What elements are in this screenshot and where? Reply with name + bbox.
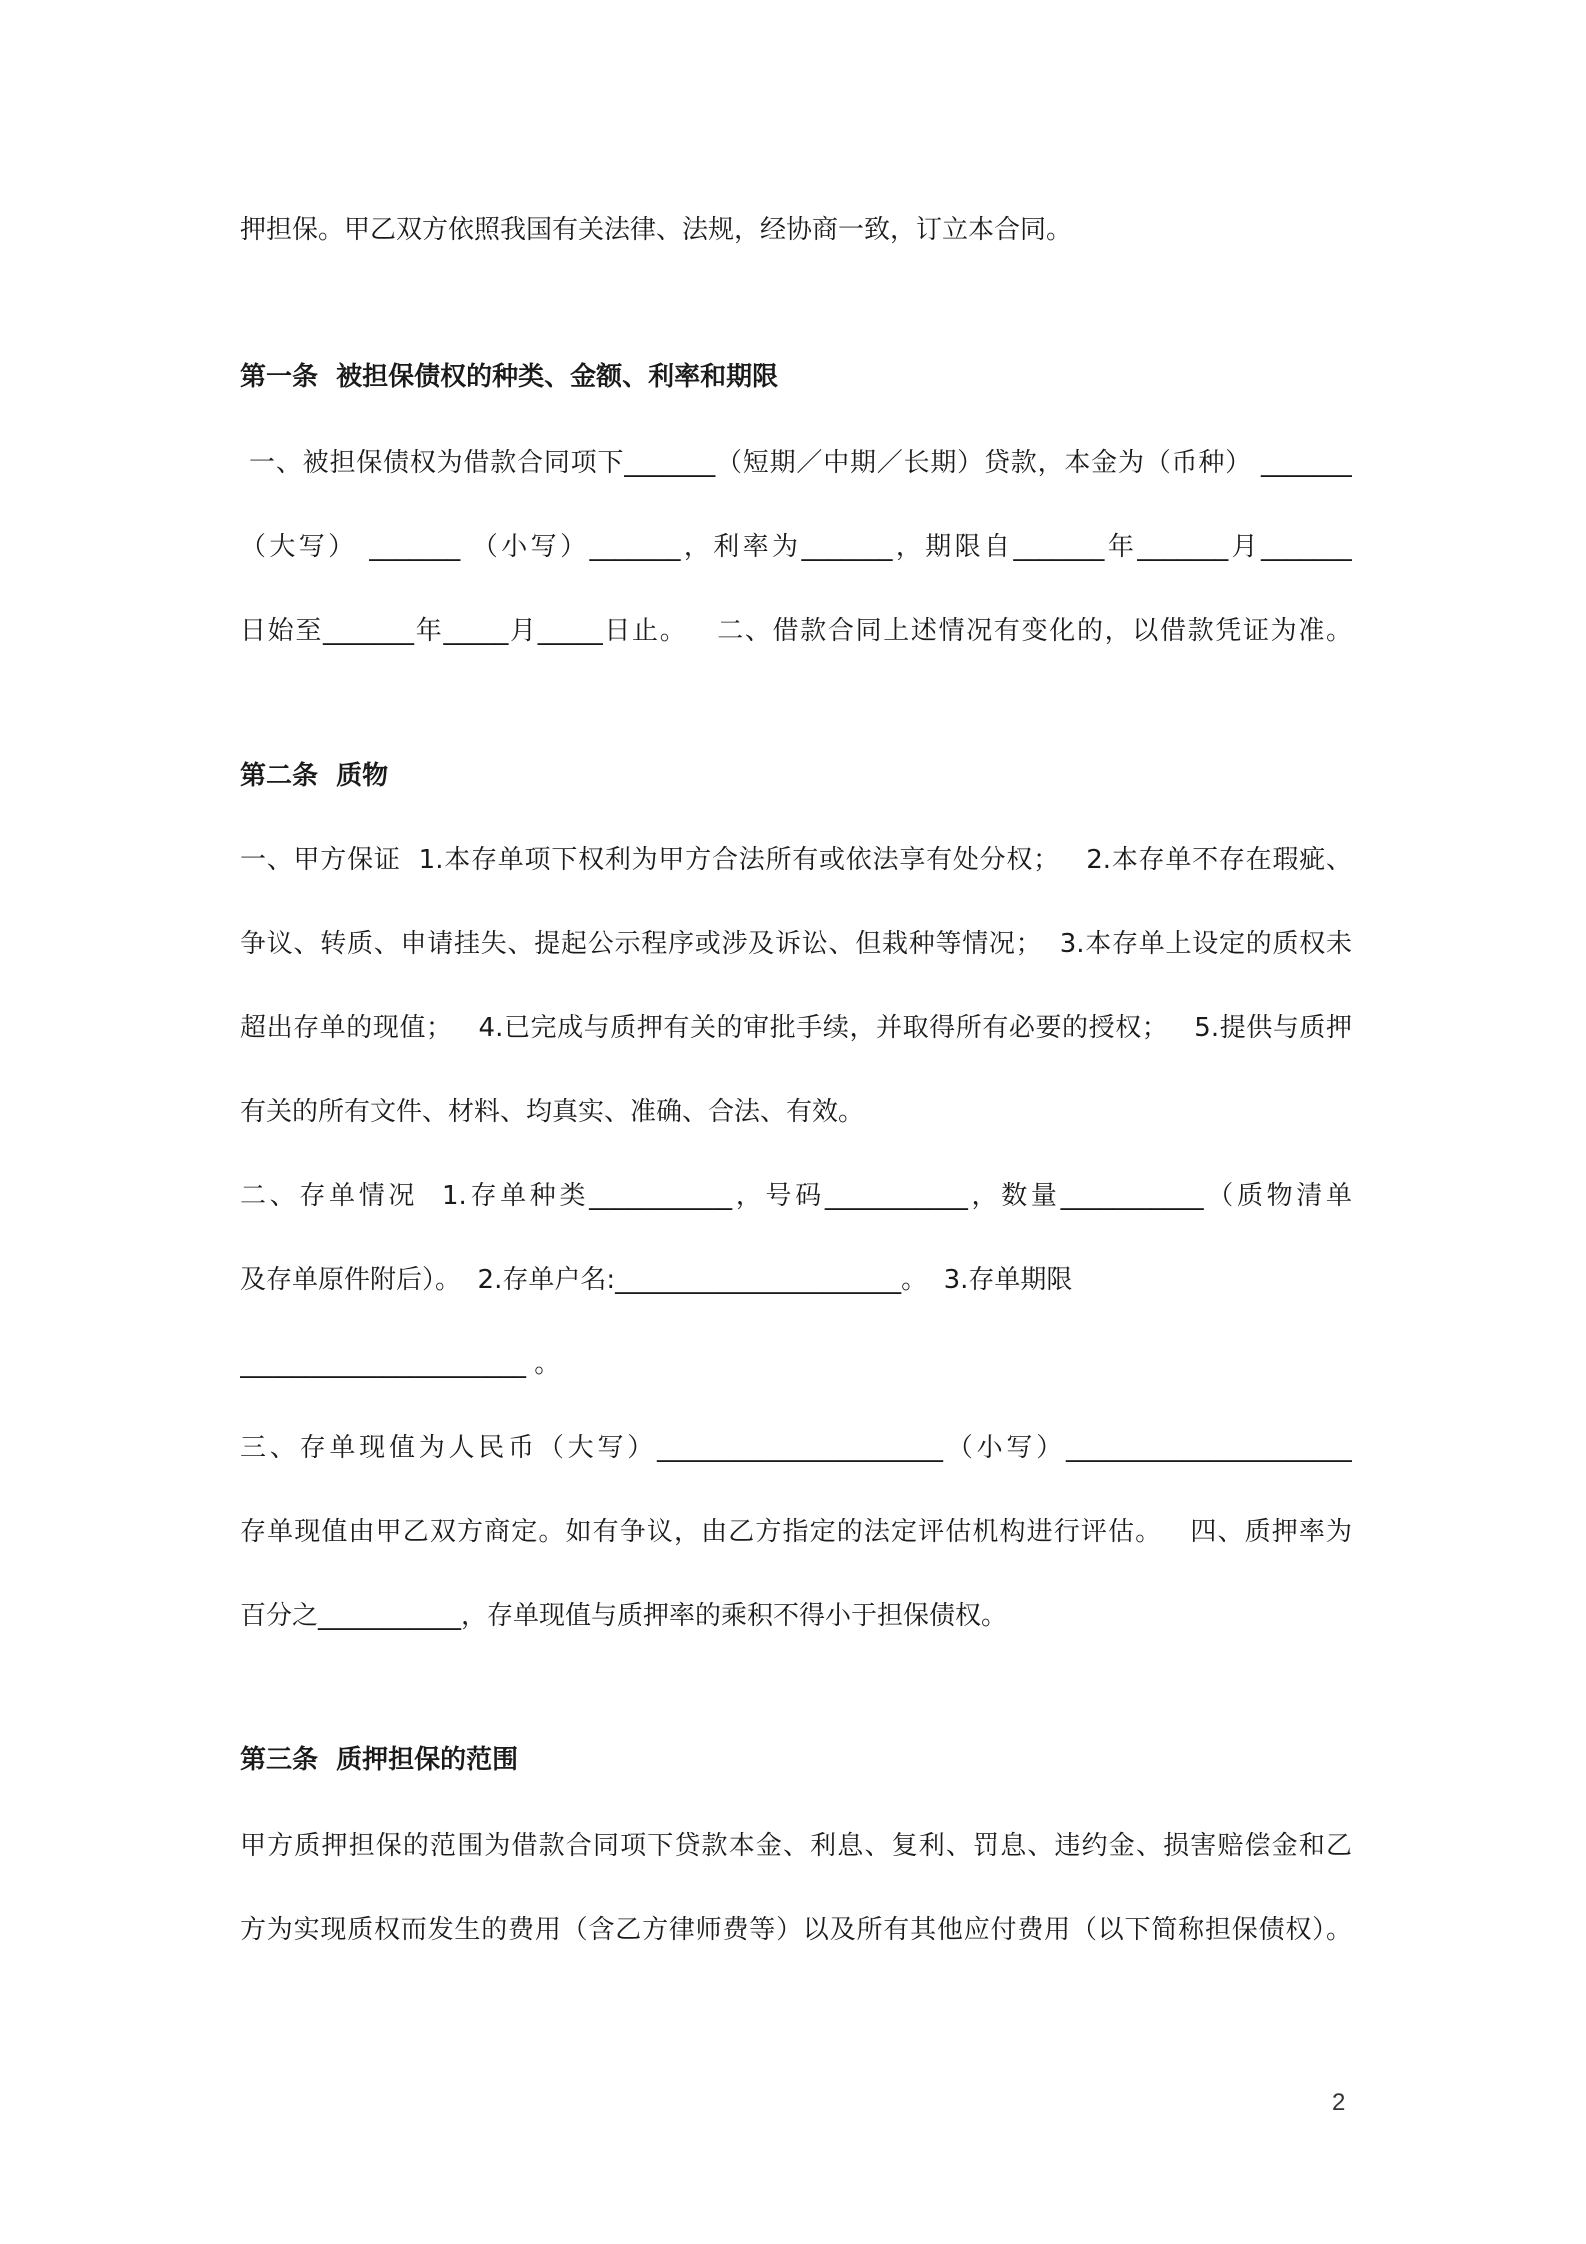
article-3-line-1: 甲方质押担保的范围为借款合同项下贷款本金、利息、复利、罚息、违约金、损害赔偿金和乙 bbox=[240, 1831, 1352, 1861]
article-2-line-5: 二、存单情况 1.存单种类___________，号码___________，数量___________（质物清单 bbox=[240, 1181, 1352, 1211]
page-number: 2 bbox=[1332, 2089, 1346, 2116]
article-2-line-6: 及存单原件附后）。 2.存单户名:______________________。 3.存单期限 bbox=[240, 1265, 1073, 1295]
article-1-line-3: 日始至_______年_____月_____日止。 二、借款合同上述情况有变化的，以借款凭证为准。 bbox=[240, 616, 1352, 646]
article-2-line-2: 争议、转质、申请挂失、提起公示程序或涉及诉讼、但栽种等情况； 3.本存单上设定的质权未 bbox=[240, 929, 1352, 959]
intro-paragraph: 押担保。甲乙双方依照我国有关法律、法规，经协商一致，订立本合同。 bbox=[240, 215, 1073, 245]
article-2-line-1: 一、甲方保证 1.本存单项下权利为甲方合法所有或依法享有处分权； 2.本存单不存在瑕疵、 bbox=[240, 845, 1352, 875]
article-1-line-2: （大写） _______ （小写）_______，利率为_______，期限自_______年_______月_______ bbox=[240, 532, 1352, 562]
article-2-line-8: 三、存单现值为人民币（大写）______________________（小写）______________________ bbox=[240, 1433, 1352, 1463]
article-2-line-10: 百分之___________，存单现值与质押率的乘积不得小于担保债权。 bbox=[240, 1601, 1008, 1631]
article-3-line-2: 方为实现质权而发生的费用（含乙方律师费等）以及所有其他应付费用（以下简称担保债权）。 bbox=[240, 1915, 1352, 1945]
article-1-heading: 第一条 被担保债权的种类、金额、利率和期限 bbox=[240, 362, 779, 392]
article-1-line-1: 一、被担保债权为借款合同项下_______（短期／中期／长期）贷款，本金为（币种） _______ bbox=[240, 448, 1352, 478]
article-2-line-7: ______________________ 。 bbox=[240, 1349, 561, 1379]
article-2-line-3: 超出存单的现值； 4.已完成与质押有关的审批手续，并取得所有必要的授权； 5.提供与质押 bbox=[240, 1013, 1352, 1043]
article-2-heading: 第二条 质物 bbox=[240, 761, 389, 791]
article-2-line-9: 存单现值由甲乙双方商定。如有争议，由乙方指定的法定评估机构进行评估。 四、质押率为 bbox=[240, 1517, 1352, 1547]
article-3-heading: 第三条 质押担保的范围 bbox=[240, 1745, 519, 1775]
article-2-line-4: 有关的所有文件、材料、均真实、准确、合法、有效。 bbox=[240, 1097, 865, 1127]
